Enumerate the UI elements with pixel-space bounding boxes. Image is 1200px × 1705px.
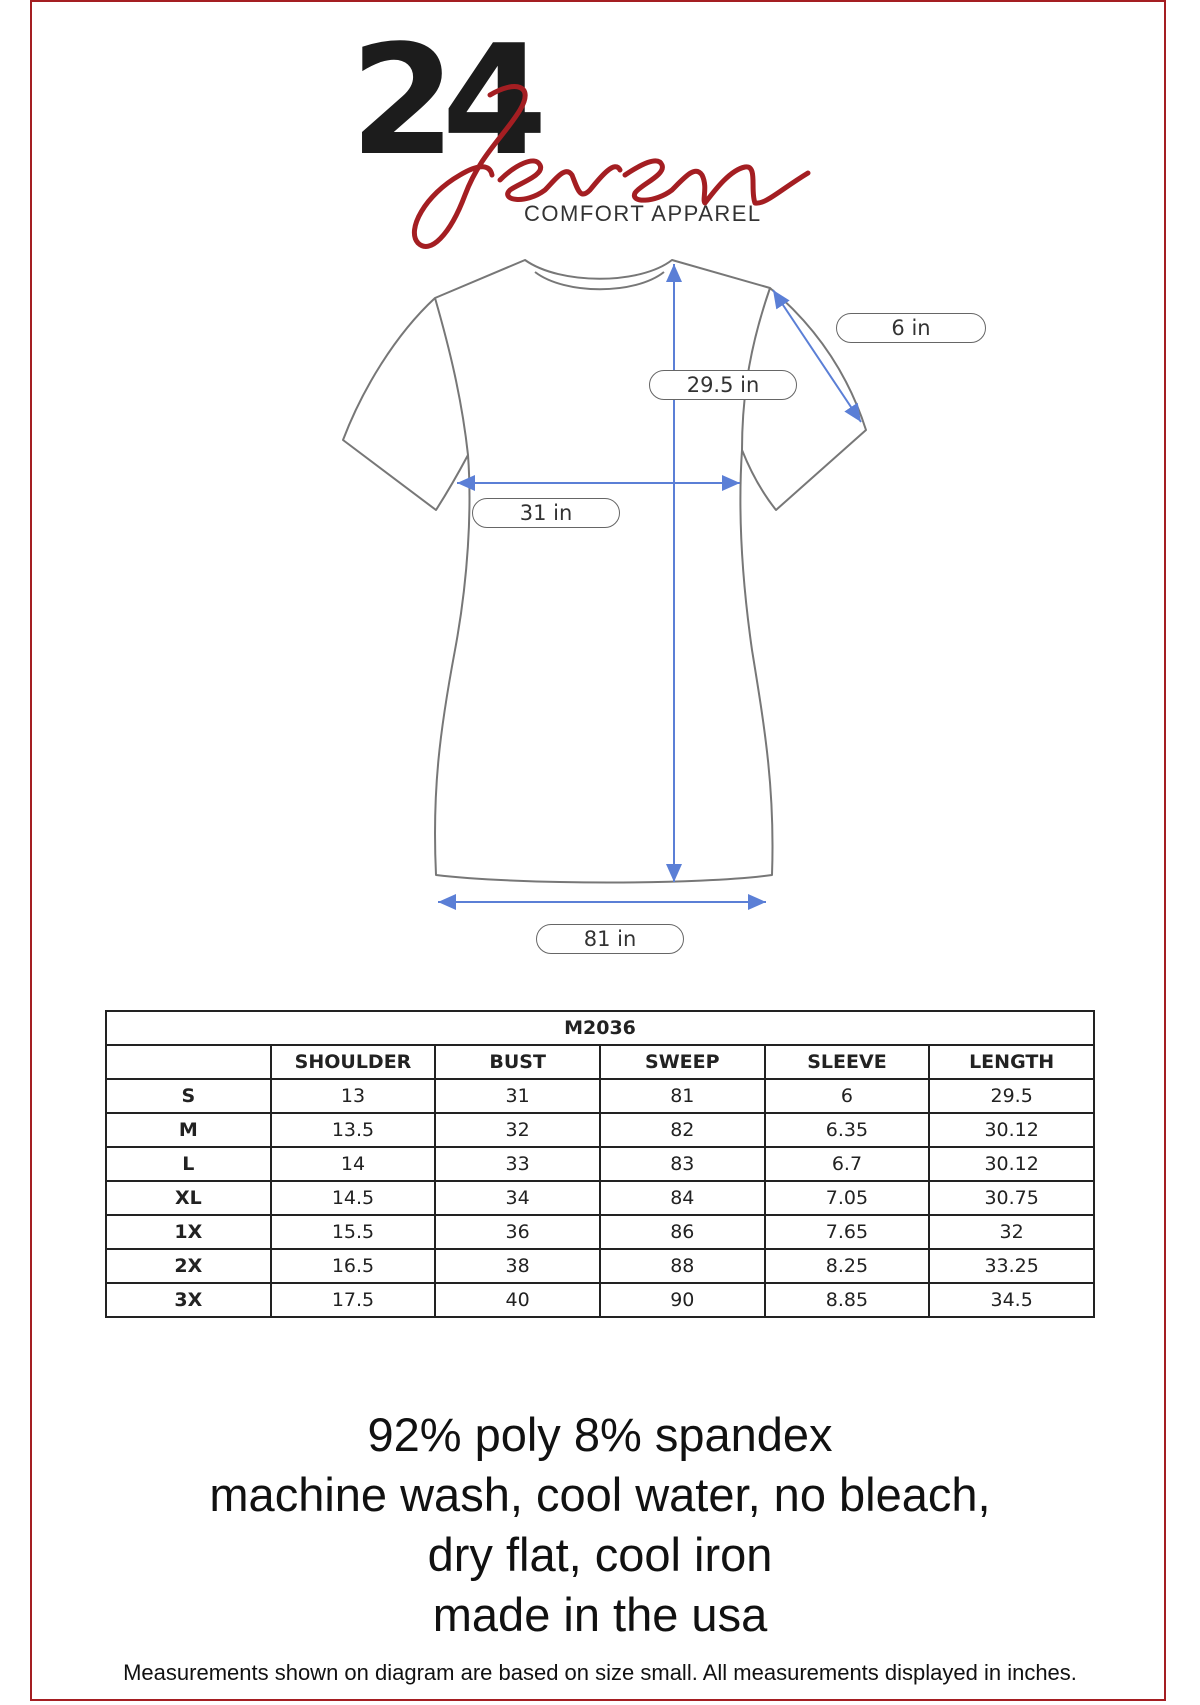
style-number: M2036 (106, 1011, 1094, 1045)
size-cell: M (106, 1113, 271, 1147)
length-cell: 30.12 (929, 1147, 1094, 1181)
wash-instructions: machine wash, cool water, no bleach, (209, 1468, 991, 1521)
shoulder-cell: 17.5 (271, 1283, 436, 1317)
shoulder-cell: 13.5 (271, 1113, 436, 1147)
header-size (106, 1045, 271, 1079)
sleeve-arrow (773, 290, 861, 422)
bust-cell: 36 (435, 1215, 600, 1249)
bust-cell: 32 (435, 1113, 600, 1147)
size-cell: 3X (106, 1283, 271, 1317)
bust-cell: 34 (435, 1181, 600, 1215)
measurement-footnote: Measurements shown on diagram are based on size small. All measurements displayed in inches. (123, 1660, 1077, 1685)
length-cell: 30.75 (929, 1181, 1094, 1215)
brand-logo (340, 12, 880, 265)
garment-diagram (0, 250, 1200, 970)
table-row (106, 1283, 1094, 1317)
care-instructions (0, 1405, 1200, 1645)
table-row (106, 1147, 1094, 1181)
bust-cell: 40 (435, 1283, 600, 1317)
sleeve-cell: 6 (765, 1079, 930, 1113)
length-cell: 33.25 (929, 1249, 1094, 1283)
shoulder-cell: 13 (271, 1079, 436, 1113)
size-cell: S (106, 1079, 271, 1113)
size-cell: XL (106, 1181, 271, 1215)
table-row (106, 1249, 1094, 1283)
table-row (106, 1113, 1094, 1147)
bust-cell: 31 (435, 1079, 600, 1113)
size-cell: 1X (106, 1215, 271, 1249)
fabric-content: 92% poly 8% spandex (367, 1408, 833, 1461)
table-row (106, 1079, 1094, 1113)
header-length: LENGTH (929, 1045, 1094, 1079)
dry-instructions: dry flat, cool iron (427, 1528, 773, 1581)
sweep-cell: 81 (600, 1079, 765, 1113)
sleeve-cell: 7.65 (765, 1215, 930, 1249)
sleeve-cell: 6.7 (765, 1147, 930, 1181)
header-sweep: SWEEP (600, 1045, 765, 1079)
table-header-row (106, 1045, 1094, 1079)
header-shoulder: SHOULDER (271, 1045, 436, 1079)
bust-cell: 33 (435, 1147, 600, 1181)
sweep-measure-label: 81 in (536, 924, 684, 954)
table-title-row (106, 1011, 1094, 1045)
table-row (106, 1181, 1094, 1215)
sleeve-cell: 7.05 (765, 1181, 930, 1215)
size-chart-table (105, 1010, 1095, 1318)
length-cell: 34.5 (929, 1283, 1094, 1317)
logo-script-seven (340, 12, 880, 265)
sweep-cell: 83 (600, 1147, 765, 1181)
sweep-cell: 90 (600, 1283, 765, 1317)
shoulder-cell: 15.5 (271, 1215, 436, 1249)
sleeve-cell: 8.85 (765, 1283, 930, 1317)
sweep-cell: 88 (600, 1249, 765, 1283)
logo-subtitle: COMFORT APPAREL (524, 201, 762, 226)
shoulder-cell: 14.5 (271, 1181, 436, 1215)
header-sleeve: SLEEVE (765, 1045, 930, 1079)
length-cell: 32 (929, 1215, 1094, 1249)
header-bust: BUST (435, 1045, 600, 1079)
sleeve-cell: 8.25 (765, 1249, 930, 1283)
size-cell: L (106, 1147, 271, 1181)
sweep-cell: 82 (600, 1113, 765, 1147)
shoulder-cell: 14 (271, 1147, 436, 1181)
length-cell: 29.5 (929, 1079, 1094, 1113)
sweep-cell: 86 (600, 1215, 765, 1249)
origin-text: made in the usa (432, 1588, 768, 1641)
table-row (106, 1215, 1094, 1249)
shoulder-cell: 16.5 (271, 1249, 436, 1283)
bust-measure-label: 31 in (472, 498, 620, 528)
logo-number: 24 (350, 12, 534, 189)
length-cell: 30.12 (929, 1113, 1094, 1147)
sleeve-measure-label: 6 in (836, 313, 986, 343)
size-cell: 2X (106, 1249, 271, 1283)
tshirt-outline (0, 250, 1200, 970)
bust-cell: 38 (435, 1249, 600, 1283)
sweep-cell: 84 (600, 1181, 765, 1215)
length-measure-label: 29.5 in (649, 370, 797, 400)
sleeve-cell: 6.35 (765, 1113, 930, 1147)
